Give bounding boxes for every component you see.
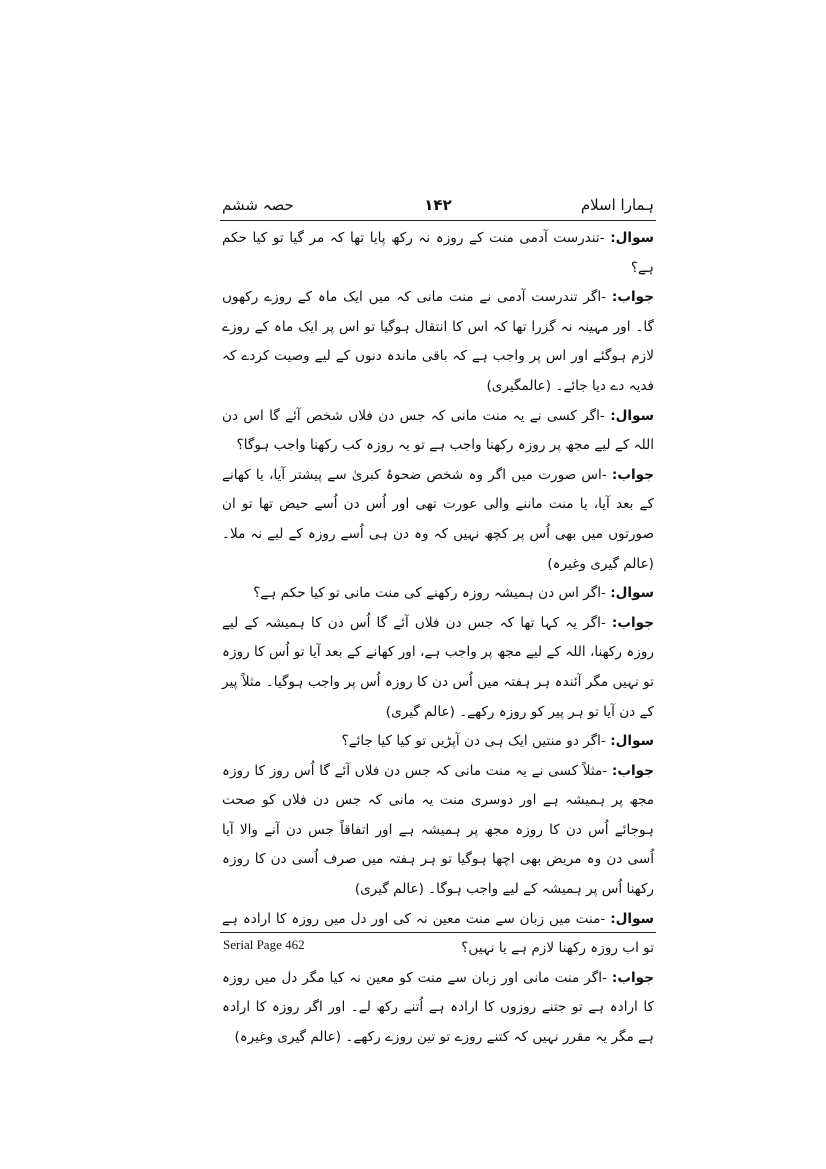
question-text: -اگر کسی نے یہ منت مانی کہ جس دن فلاں شخص آئے گا اس دن اللہ کے لیے مجھ پر روزہ رکھنا واجب ہے تو یہ روزہ کب رکھنا واجب ہوگا؟: [222, 407, 654, 454]
question-text: -اگر اس دن ہمیشہ روزہ رکھنے کی منت مانی تو کیا حکم ہے؟: [253, 585, 611, 602]
page-number: ۱۴۲: [424, 196, 452, 214]
answer-5: [222, 964, 654, 1053]
page-header: [220, 188, 656, 218]
question-label: سوال:: [610, 230, 654, 246]
question-3: [222, 579, 654, 609]
answer-text: -اگر منت مانی اور زبان سے منت کو معین نہ کیا مگر دل میں روزہ کا ارادہ ہے تو جتنے روزوں کا ارادہ ہے اُتنے رکھ لے۔ اور اگر روزہ کا ارادہ ہے مگر یہ مقرر نہیں کہ کتنے روزے تو تین روزے رکھے۔ (عالم گیری وغیرہ): [222, 969, 654, 1046]
answer-4: [222, 757, 654, 905]
answer-1: [222, 283, 654, 401]
answer-text: -مثلاً کسی نے یہ منت مانی کہ جس دن فلاں آئے گا اُس روز کا روزہ مجھ پر ہمیشہ ہے اور دوسری منت یہ مانی کہ جس دن فلاں کو صحت ہوجائے اُس دن کا روزہ مجھ پر ہمیشہ ہے اور اتفاقاً جس دن آنے والا آیا اُسی دن وہ مریض بھی اچھا ہوگیا تو ہر ہفتہ میں صرف اُسی دن کا روزہ رکھنا اُس پر ہمیشہ کے لیے واجب ہوگا۔ (عالم گیری): [222, 762, 654, 898]
answer-text: -اس صورت میں اگر وہ شخص ضحوۂ کبریٰ سے پیشتر آیا، یا کھانے کے بعد آیا، یا منت ماننے والی عورت تھی اور اُس دن اُسے حیض تھا تو ان صورتوں میں بھی اُس پر کچھ نہیں کہ وہ دن ہی اُسے روزہ کے لیے نہ ملا۔ (عالم گیری وغیرہ): [222, 466, 654, 572]
question-1: [222, 224, 654, 283]
answer-2: [222, 461, 654, 579]
answer-3: [222, 609, 654, 727]
answer-text: -اگر تندرست آدمی نے منت مانی کہ میں ایک ماہ کے روزے رکھوں گا۔ اور مہینہ نہ گزرا تھا کہ اس کا انتقال ہوگیا تو اس پر ایک ماہ کے روزے لازم ہوگئے اور اس پر واجب ہے کہ باقی ماندہ دنوں کے لیے وصیت کردے کہ فدیہ دے دیا جائے۔ (عالمگیری): [222, 289, 654, 394]
answer-label: جواب:: [611, 466, 654, 483]
question-2: [222, 402, 654, 461]
question-text: -اگر دو منتیں ایک ہی دن آپڑیں تو کیا کیا جائے؟: [341, 733, 611, 750]
answer-label: جواب:: [611, 969, 654, 986]
question-label: سوال:: [610, 733, 654, 750]
question-label: سوال:: [610, 585, 654, 602]
footer-rule: [220, 932, 656, 933]
answer-text: -اگر یہ کہا تھا کہ جس دن فلاں آئے گا اُس دن کا ہمیشہ کے لیے روزہ رکھنا، اللہ کے لیے مجھ پر واجب ہے، اور کھانے کے بعد آیا تو اُس کا روزہ تو نہیں مگر آئندہ ہر ہفتہ میں اُس دن کا روزہ اُس پر واجب ہوگیا۔ مثلاً پیر کے دن آیا تو ہر پیر کو روزہ رکھے۔ (عالم گیری): [222, 614, 654, 720]
answer-label: جواب:: [611, 762, 654, 779]
header-rule: [220, 220, 656, 221]
question-label: سوال:: [610, 407, 654, 424]
answer-label: جواب:: [611, 289, 654, 306]
question-text: -منت میں زبان سے منت معین نہ کی اور دل میں روزہ کا ارادہ ہے تو اب روزہ رکھنا لازم ہے یا نہیں؟: [222, 910, 654, 957]
answer-label: جواب:: [611, 614, 654, 631]
serial-page-label: Serial Page 462: [223, 937, 305, 952]
book-title: ہمارا اسلام: [580, 196, 654, 214]
question-label: سوال:: [610, 910, 654, 927]
question-4: [222, 727, 654, 757]
question-5: [222, 905, 654, 964]
part-label: حصہ ششم: [222, 196, 294, 214]
page-body: [222, 224, 654, 1053]
question-text: -تندرست آدمی منت کے روزہ نہ رکھ پایا تھا کہ مر گیا تو کیا حکم ہے؟: [222, 230, 654, 276]
